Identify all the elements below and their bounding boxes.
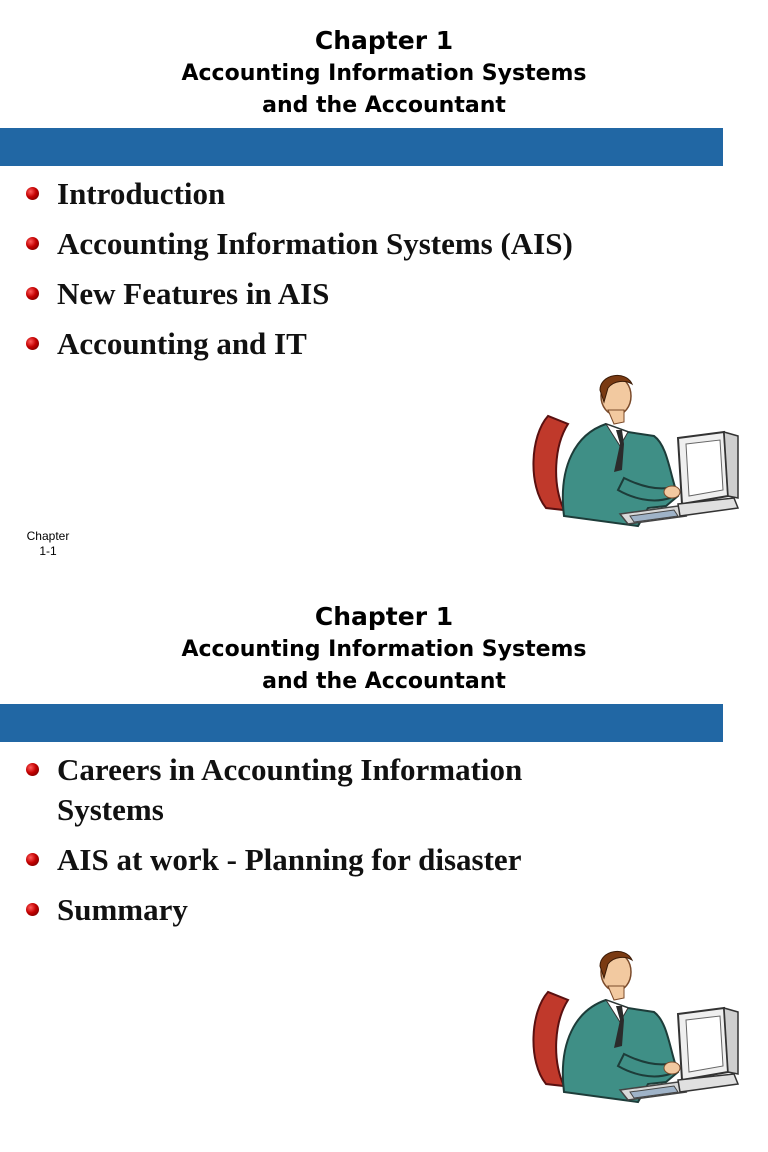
slide-number-footer	[24, 529, 72, 559]
title-band	[0, 704, 723, 742]
bullet-icon	[26, 187, 39, 200]
footer-slide-number: 1-1	[39, 544, 57, 558]
slide-subtitle-line-2: and the Accountant	[262, 93, 506, 118]
bullet-item	[0, 224, 700, 264]
bullet-text: Summary	[57, 892, 188, 927]
slide-subtitle-line-2: and the Accountant	[262, 669, 506, 694]
slide-2	[0, 576, 768, 1152]
slide-title: Chapter 1	[314, 26, 454, 55]
bullet-item	[0, 174, 700, 214]
slide-title-block	[0, 601, 768, 699]
businessman-at-computer-icon	[528, 942, 740, 1114]
bullet-text: Introduction	[57, 176, 226, 211]
bullet-icon	[26, 853, 39, 866]
bullet-text: Accounting Information Systems (AIS)	[57, 226, 573, 261]
bullet-icon	[26, 237, 39, 250]
bullet-text: New Features in AIS	[57, 276, 330, 311]
bullet-icon	[26, 763, 39, 776]
businessman-at-computer-icon	[528, 366, 740, 538]
slide-subtitle-line-1: Accounting Information Systems	[181, 61, 587, 86]
footer-chapter-label: Chapter	[26, 529, 70, 543]
bullet-text: Careers in Accounting Information Systems	[57, 752, 523, 827]
slide-title-block	[0, 25, 768, 123]
bullet-item	[0, 840, 620, 880]
slide-subtitle-line-1: Accounting Information Systems	[181, 637, 587, 662]
bullet-text: AIS at work - Planning for disaster	[57, 842, 522, 877]
bullet-item	[0, 324, 700, 364]
bullet-list	[0, 750, 620, 940]
bullet-item	[0, 750, 620, 830]
bullet-text: Accounting and IT	[57, 326, 307, 361]
slide-title: Chapter 1	[314, 602, 454, 631]
bullet-icon	[26, 337, 39, 350]
title-band	[0, 128, 723, 166]
bullet-icon	[26, 287, 39, 300]
bullet-list	[0, 174, 700, 374]
bullet-item	[0, 274, 700, 314]
bullet-item	[0, 890, 620, 930]
bullet-icon	[26, 903, 39, 916]
